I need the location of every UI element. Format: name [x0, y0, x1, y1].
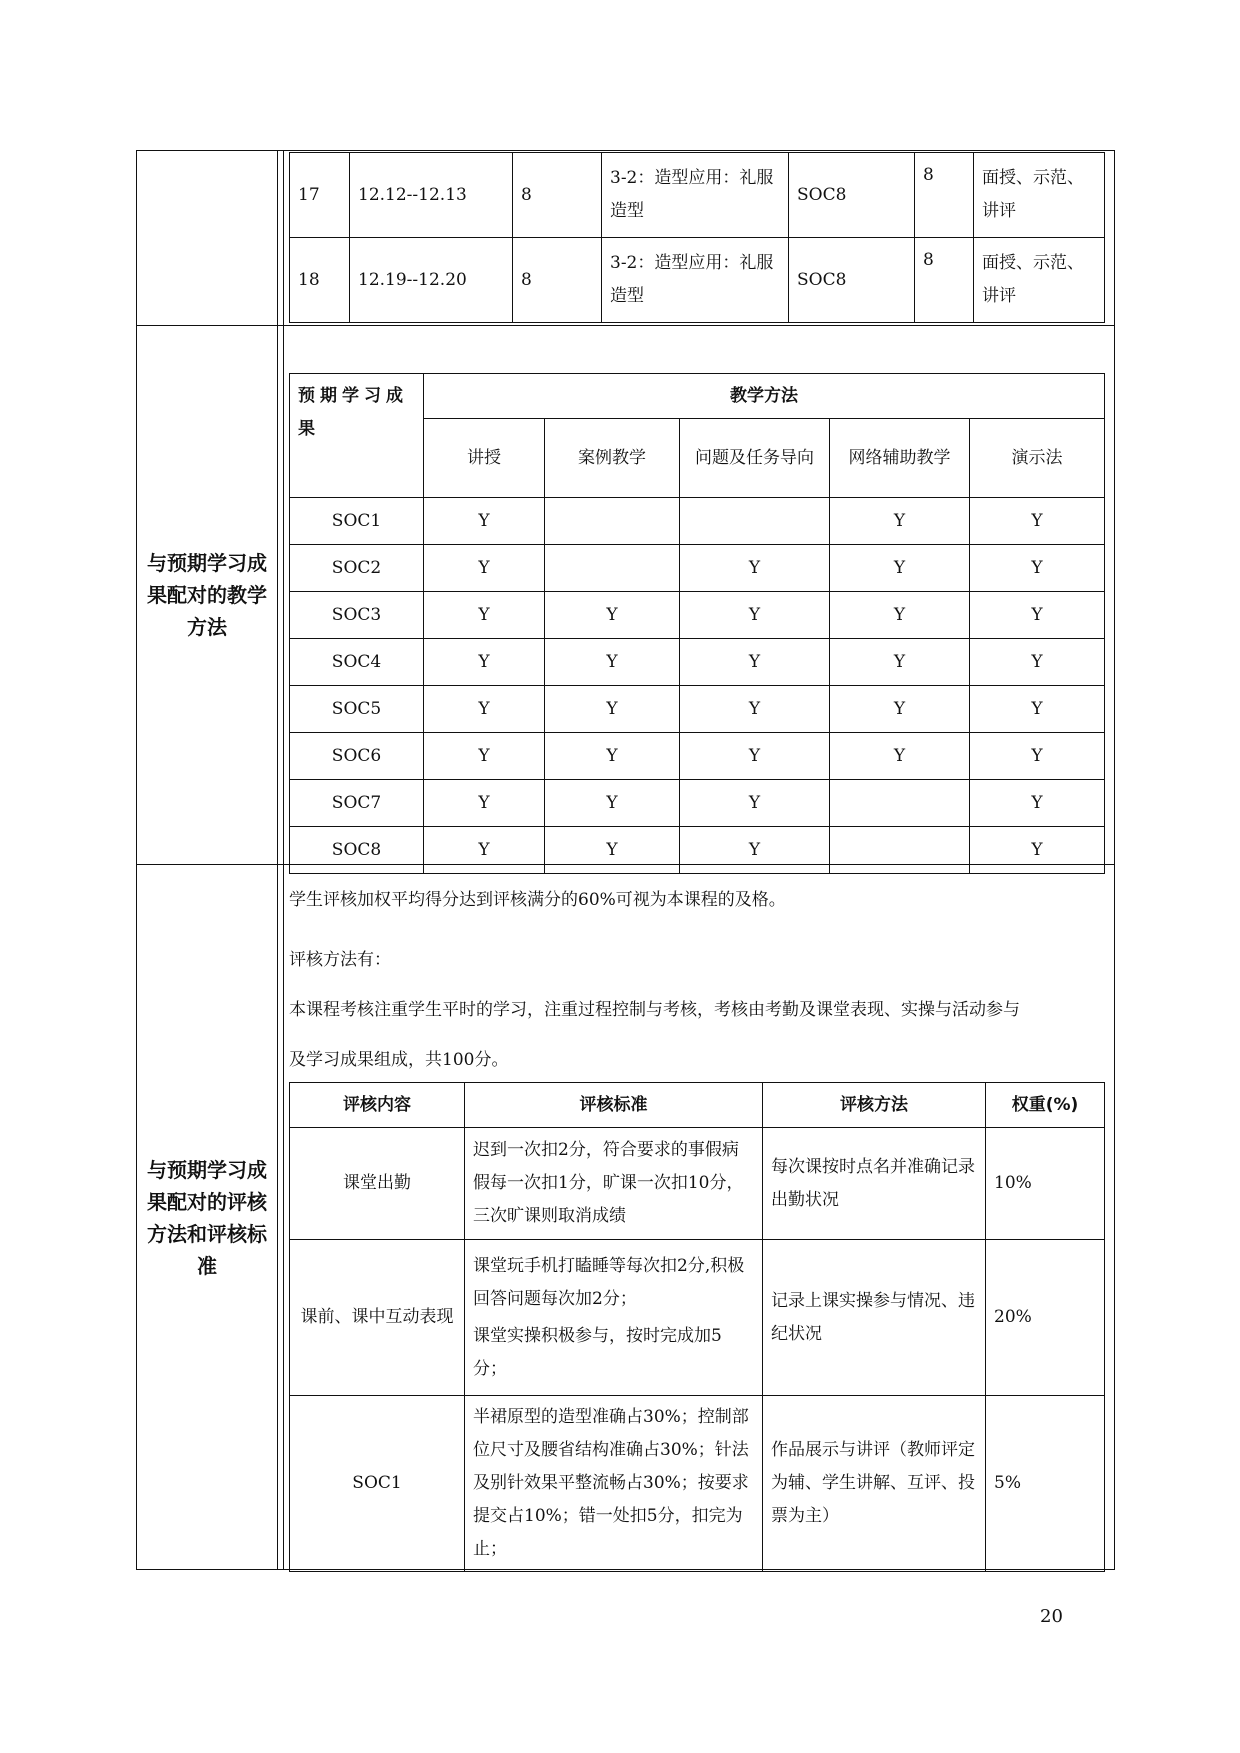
method-mark-cell: Y	[970, 498, 1105, 545]
content-cell: 课前、课中互动表现	[290, 1240, 465, 1396]
method-mark-cell: Y	[545, 827, 680, 874]
method-mark-cell: Y	[680, 733, 830, 780]
assessment-description-line: 本课程考核注重学生平时的学习，注重过程控制与考核，考核由考勤及课堂表现、实操与活动参与	[289, 1000, 1020, 1020]
method-cell: 面授、示范、讲评	[974, 153, 1105, 238]
table-row	[290, 1396, 1105, 1572]
method-mark-cell: Y	[970, 827, 1105, 874]
soc-cell: SOC7	[290, 780, 424, 827]
assessment-section-label: 与预期学习成果配对的评核方法和评核标准	[147, 1157, 267, 1278]
standard-text: 迟到一次扣2分，符合要求的事假病假每一次扣1分，旷课一次扣10分，三次旷课则取消成绩	[473, 1140, 744, 1226]
hours2-cell: 8	[915, 238, 974, 323]
standard-cell	[465, 1396, 763, 1572]
method-header: 网络辅助教学	[830, 419, 970, 498]
method-mark-cell: Y	[970, 733, 1105, 780]
content-cell: 3-2：造型应用：礼服造型	[602, 153, 789, 238]
teaching-section-label: 与预期学习成果配对的教学方法	[147, 550, 267, 639]
week-cell: 17	[290, 153, 350, 238]
content-cell: 课堂出勤	[290, 1128, 465, 1240]
hours-cell: 8	[513, 238, 602, 323]
method-mark-cell: Y	[970, 686, 1105, 733]
weight-cell: 10%	[986, 1128, 1105, 1240]
table-row	[290, 1240, 1105, 1396]
weight-header: 权重(%)	[986, 1083, 1105, 1128]
column-divider	[277, 151, 278, 1569]
method-mark-cell: Y	[424, 545, 545, 592]
table-row	[290, 592, 1105, 639]
method-mark-cell: Y	[830, 498, 970, 545]
hours2-cell: 8	[915, 153, 974, 238]
content-cell: SOC1	[290, 1396, 465, 1572]
soc-cell: SOC4	[290, 639, 424, 686]
content-header: 评核内容	[290, 1083, 465, 1128]
table-row	[290, 498, 1105, 545]
table-header-row	[290, 1083, 1105, 1128]
page-number: 20	[1040, 1606, 1063, 1627]
assessment-description-line: 及学习成果组成，共100分。	[289, 1050, 509, 1070]
method-mark-cell	[830, 780, 970, 827]
method-cell: 每次课按时点名并准确记录出勤状况	[763, 1128, 986, 1240]
section-divider	[137, 325, 1114, 326]
soc-cell: SOC1	[290, 498, 424, 545]
pass-criteria-text: 学生评核加权平均得分达到评核满分的60%可视为本课程的及格。	[289, 890, 786, 910]
method-mark-cell: Y	[970, 639, 1105, 686]
method-header: 演示法	[970, 419, 1105, 498]
method-header: 讲授	[424, 419, 545, 498]
method-mark-cell	[830, 827, 970, 874]
table-row	[290, 545, 1105, 592]
date-cell: 12.12--12.13	[350, 153, 513, 238]
method-mark-cell: Y	[680, 827, 830, 874]
standard-cell	[465, 1240, 763, 1396]
weight-cell: 20%	[986, 1240, 1105, 1396]
week-cell: 18	[290, 238, 350, 323]
date-cell: 12.19--12.20	[350, 238, 513, 323]
column-divider-inner	[283, 151, 284, 1569]
method-mark-cell: Y	[680, 780, 830, 827]
method-cell: 面授、示范、讲评	[974, 238, 1105, 323]
method-mark-cell: Y	[545, 780, 680, 827]
assessment-table	[289, 1082, 1105, 1572]
method-mark-cell: Y	[545, 639, 680, 686]
standard-text: 课堂实操积极参与，按时完成加5分；	[473, 1325, 722, 1379]
method-mark-cell: Y	[680, 686, 830, 733]
method-mark-cell: Y	[830, 733, 970, 780]
method-mark-cell: Y	[830, 592, 970, 639]
method-mark-cell: Y	[830, 686, 970, 733]
methods-heading: 评核方法有：	[289, 950, 391, 970]
method-mark-cell: Y	[830, 639, 970, 686]
outcome-cell: SOC8	[789, 153, 915, 238]
table-row	[290, 1128, 1105, 1240]
method-mark-cell: Y	[545, 686, 680, 733]
method-mark-cell: Y	[830, 545, 970, 592]
method-mark-cell: Y	[424, 780, 545, 827]
method-mark-cell: Y	[680, 545, 830, 592]
method-header: 案例教学	[545, 419, 680, 498]
method-mark-cell: Y	[970, 592, 1105, 639]
hours-cell: 8	[513, 153, 602, 238]
table-row	[290, 639, 1105, 686]
method-mark-cell: Y	[970, 780, 1105, 827]
method-mark-cell: Y	[424, 592, 545, 639]
table-row	[290, 238, 1105, 323]
soc-cell: SOC3	[290, 592, 424, 639]
table-row	[290, 827, 1105, 874]
method-mark-cell: Y	[424, 498, 545, 545]
method-header: 评核方法	[763, 1083, 986, 1128]
outcome-header: 预期学习成果	[290, 374, 424, 498]
table-row	[290, 686, 1105, 733]
method-mark-cell	[545, 498, 680, 545]
method-mark-cell: Y	[424, 733, 545, 780]
standard-cell	[465, 1128, 763, 1240]
table-header-row	[290, 374, 1105, 419]
method-cell: 作品展示与讲评（教师评定为辅、学生讲解、互评、投票为主）	[763, 1396, 986, 1572]
content-cell: 3-2：造型应用：礼服造型	[602, 238, 789, 323]
method-mark-cell	[680, 498, 830, 545]
soc-cell: SOC2	[290, 545, 424, 592]
method-mark-cell: Y	[424, 827, 545, 874]
method-mark-cell: Y	[545, 592, 680, 639]
standard-text: 课堂玩手机打瞌睡等每次扣2分,积极回答问题每次加2分；	[473, 1255, 745, 1309]
outcome-cell: SOC8	[789, 238, 915, 323]
methods-header: 教学方法	[424, 374, 1105, 419]
method-cell: 记录上课实操参与情况、违纪状况	[763, 1240, 986, 1396]
standard-header: 评核标准	[465, 1083, 763, 1128]
method-mark-cell: Y	[970, 545, 1105, 592]
method-mark-cell: Y	[424, 639, 545, 686]
table-row	[290, 780, 1105, 827]
standard-text: 半裙原型的造型准确占30%；控制部位尺寸及腰省结构准确占30%；针法及别针效果平整流畅占30%；按要求提交占10%；错一处扣5分，扣完为止；	[473, 1407, 749, 1559]
teaching-methods-body	[290, 498, 1105, 874]
soc-cell: SOC6	[290, 733, 424, 780]
teaching-methods-table	[289, 373, 1105, 874]
method-mark-cell: Y	[424, 686, 545, 733]
weight-cell: 5%	[986, 1396, 1105, 1572]
soc-cell: SOC5	[290, 686, 424, 733]
table-row	[290, 153, 1105, 238]
schedule-table	[289, 152, 1105, 323]
method-mark-cell: Y	[545, 733, 680, 780]
table-row	[290, 733, 1105, 780]
method-header: 问题及任务导向	[680, 419, 830, 498]
method-mark-cell	[545, 545, 680, 592]
method-mark-cell: Y	[680, 592, 830, 639]
soc-cell: SOC8	[290, 827, 424, 874]
method-mark-cell: Y	[680, 639, 830, 686]
